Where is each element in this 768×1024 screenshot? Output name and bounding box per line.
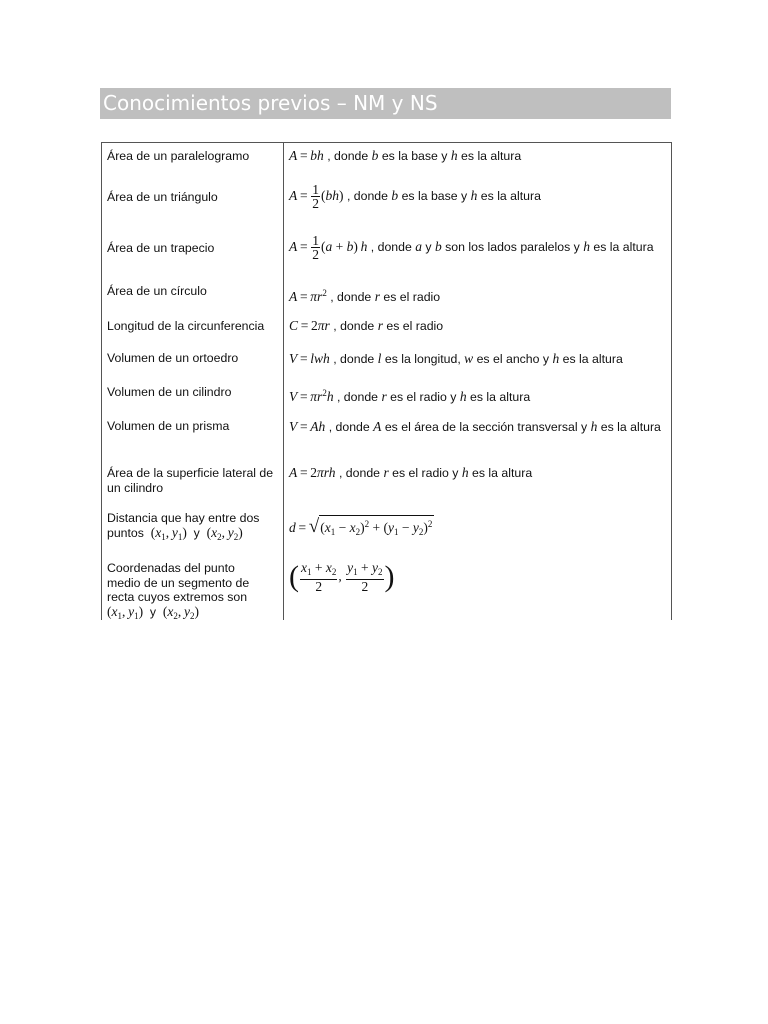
row-label: Longitud de la circunferencia [107, 319, 265, 333]
row-formula: A = $\frac{1}{2}$ (a + b) h , donde a y b son los lados paralelos y h es la altura [289, 233, 654, 262]
page-title: Conocimientos previos – NM y NS [100, 88, 671, 119]
row-label: Área de un triángulo [107, 190, 218, 204]
row-label: Volumen de un cilindro [107, 385, 232, 399]
row-formula: $A = \pi r^2$ , donde r es el radio [289, 288, 441, 304]
column-divider [283, 143, 284, 620]
row-formula: C = 2πr , donde r es el radio [289, 318, 444, 333]
row-label: Volumen de un ortoedro [107, 351, 239, 365]
row-formula: V = Ah , donde A es el área de la sección transversal y h es la altura [289, 419, 661, 434]
row-label: Volumen de un prisma [107, 419, 230, 433]
row-label: Área de un círculo [107, 284, 207, 298]
row-label: Distancia que hay entre dos puntos ($x_1$, $y_1$) y ($x_2$, $y_2$) [107, 511, 260, 542]
row-formula: $d = √(x_1 - x_2)^2 + (y_1 - y_2)^2$ [289, 515, 665, 540]
row-label: Área de la superficie lateral de un cilindro [107, 466, 274, 495]
row-formula: A = 2πrh , donde r es el radio y h es la altura [289, 465, 533, 480]
row-formula: V = lwh , donde l es la longitud, w es el ancho y h es la altura [289, 351, 623, 366]
row-formula: $V = \pi r^2h$ , donde r es el radio y h es la altura [289, 388, 531, 404]
row-formula: A = $\frac{1}{2}$ (bh) , donde b es la base y h es la altura [289, 182, 541, 211]
row-label: Área de un trapecio [107, 241, 215, 255]
row-formula: ( $\frac{x_1 + x_2}{2}$ , $\frac{y_1 + y_2}{2}$ ) [289, 559, 395, 594]
row-formula: A = bh , donde b es la base y h es la altura [289, 148, 522, 163]
row-label: Área de un paralelogramo [107, 149, 250, 163]
formula-table [101, 142, 672, 620]
row-label: Coordenadas del punto medio de un segmento de recta cuyos extremos son ($x_1$, $y_1$) y ($x_2$, $y_2$) [107, 561, 250, 621]
